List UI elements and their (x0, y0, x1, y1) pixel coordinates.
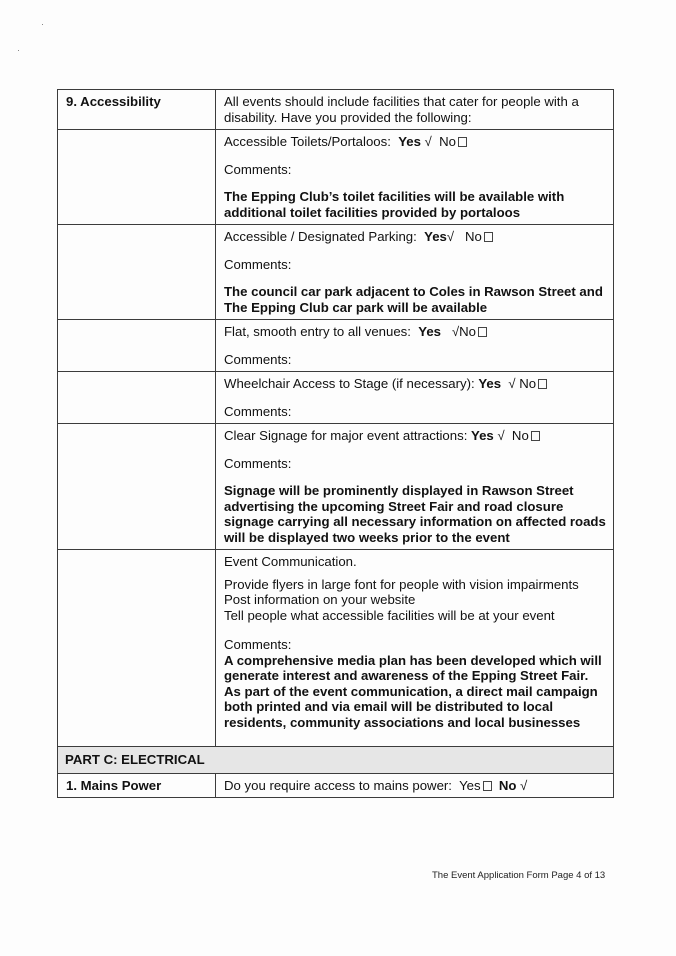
mains-power-label: 1. Mains Power (58, 773, 216, 798)
signage-comments-label: Comments: (224, 455, 292, 471)
scan-speck (42, 24, 43, 25)
parking-comments-label: Comments: (224, 256, 292, 272)
communication-line-1: Provide flyers in large font for people with vision impairments (224, 576, 579, 592)
mains-power-no: No (498, 777, 517, 793)
parking-no: No (465, 229, 482, 244)
stage-yes: Yes (478, 376, 502, 391)
signage-no-checkbox[interactable] (531, 431, 540, 441)
section-9-intro: All events should include facilities that cater for people with a disability. Have you provided the following: (216, 90, 614, 130)
section-9-label: 9. Accessibility (58, 90, 216, 130)
communication-comment: A comprehensive media plan has been developed which will generate interest and awareness of the Epping Street Fair. As part of the event communication, a direct mail campaign both printed and via email will be distributed to local residents, community associations and local businesses (224, 652, 602, 730)
stage-yes-tick: √ (508, 376, 516, 391)
scan-speck (18, 50, 19, 51)
mains-power-yes: Yes (459, 777, 481, 793)
toilets-yes-tick: √ (424, 134, 432, 149)
toilets-no: No (439, 134, 456, 149)
stage-question: Wheelchair Access to Stage (if necessary): (224, 376, 475, 391)
section-9-row (58, 90, 614, 130)
stage-comments-label: Comments: (224, 403, 292, 419)
entry-comments-label: Comments: (224, 351, 292, 367)
signage-cell (216, 424, 614, 550)
parking-comment: The council car park adjacent to Coles in Rawson Street and The Epping Club car park will be available (224, 284, 603, 315)
mains-power-cell (216, 773, 614, 798)
stage-row (58, 372, 614, 424)
signage-yes: Yes (471, 428, 494, 443)
entry-no-checkbox[interactable] (478, 327, 487, 337)
signage-yes-tick: √ (497, 428, 505, 443)
signage-no: No (511, 428, 529, 443)
parking-row (58, 225, 614, 320)
mains-power-question: Do you require access to mains power: (224, 777, 452, 793)
accessibility-table (57, 89, 614, 798)
toilets-cell (216, 130, 614, 225)
parking-yes: Yes (424, 229, 447, 244)
page-footer: The Event Application Form Page 4 of 13 (432, 870, 606, 881)
entry-question: Flat, smooth entry to all venues: (224, 324, 411, 339)
toilets-yes: Yes (398, 134, 421, 149)
stage-cell (216, 372, 614, 424)
stage-no: No (519, 376, 537, 391)
communication-row (58, 550, 614, 747)
parking-question: Accessible / Designated Parking: (224, 229, 417, 244)
parking-cell (216, 225, 614, 320)
communication-cell (216, 550, 614, 747)
parking-yes-tick: √ (446, 229, 455, 244)
entry-yes: Yes (418, 324, 441, 339)
communication-line-3: Tell people what accessible facilities will be at your event (224, 607, 555, 623)
toilets-comments-label: Comments: (224, 161, 292, 177)
mains-power-row (58, 773, 614, 798)
part-c-row (58, 747, 614, 774)
signage-comment: Signage will be prominently displayed in Rawson Street advertising the upcoming Street Fair and road closure signage carrying all necessary information on affected roads will be displayed two weeks prior to the event (224, 483, 606, 545)
signage-question: Clear Signage for major event attractions: (224, 428, 468, 443)
entry-row (58, 320, 614, 372)
toilets-row (58, 130, 614, 225)
entry-cell (216, 320, 614, 372)
communication-title: Event Communication. (224, 554, 357, 569)
toilets-comment: The Epping Club’s toilet facilities will be available with additional toilet facilities provided by portaloos (224, 189, 565, 220)
stage-no-checkbox[interactable] (538, 379, 547, 389)
mains-power-yes-checkbox[interactable] (483, 781, 492, 791)
toilets-question: Accessible Toilets/Portaloos: (224, 134, 391, 149)
parking-no-checkbox[interactable] (484, 232, 493, 242)
part-c-heading: PART C: ELECTRICAL (58, 747, 614, 774)
toilets-no-checkbox[interactable] (458, 137, 467, 147)
entry-yes-tick: √ (452, 324, 460, 339)
entry-no: No (459, 324, 476, 339)
communication-line-2: Post information on your website (224, 592, 416, 607)
mains-power-no-tick: √ (520, 777, 528, 793)
signage-row (58, 424, 614, 550)
communication-comments-label: Comments: (224, 637, 292, 652)
